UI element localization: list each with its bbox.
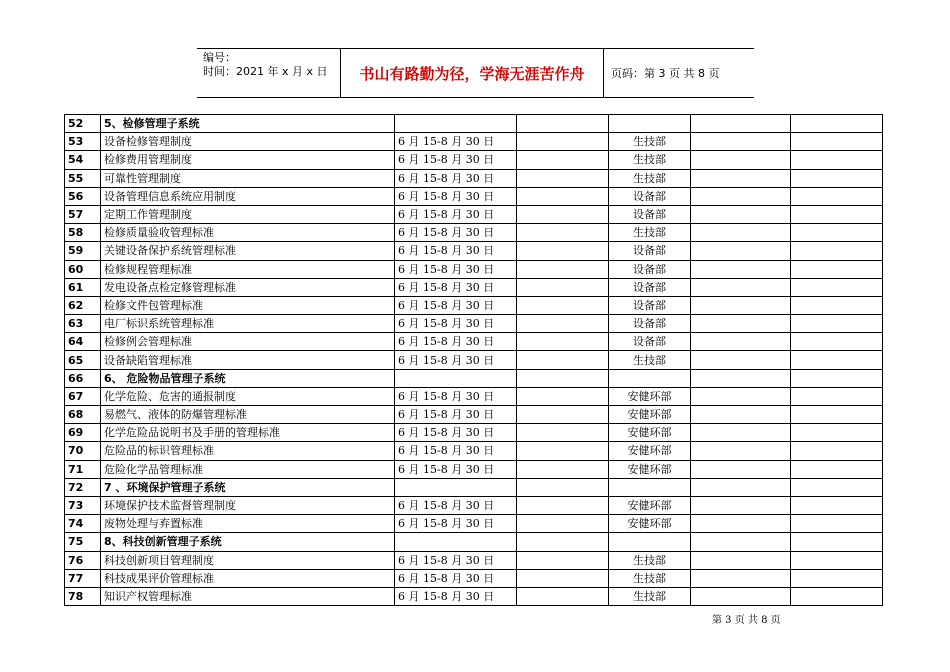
row-empty-cell: [517, 351, 609, 369]
row-empty-cell: [791, 442, 883, 460]
row-empty-cell: [517, 242, 609, 260]
row-period: [395, 533, 517, 551]
header-page-label: 页码：第 3 页 共 8 页: [611, 67, 720, 80]
row-number: 77: [65, 569, 101, 587]
row-name: 知识产权管理标准: [101, 587, 395, 605]
header-info: [197, 49, 340, 97]
row-name: 可靠性管理制度: [101, 169, 395, 187]
row-empty-cell: [691, 515, 791, 533]
row-empty-cell: [517, 387, 609, 405]
row-number: 72: [65, 478, 101, 496]
table-row: [65, 551, 883, 569]
row-number: 75: [65, 533, 101, 551]
row-department: [609, 369, 691, 387]
row-empty-cell: [691, 496, 791, 514]
row-empty-cell: [691, 387, 791, 405]
row-empty-cell: [791, 278, 883, 296]
row-empty-cell: [691, 151, 791, 169]
row-empty-cell: [691, 587, 791, 605]
row-period: 6 月 15-8 月 30 日: [395, 496, 517, 514]
row-name: 检修规程管理标准: [101, 260, 395, 278]
row-period: 6 月 15-8 月 30 日: [395, 187, 517, 205]
table-row: [65, 460, 883, 478]
table-row: [65, 424, 883, 442]
table-row: [65, 533, 883, 551]
row-empty-cell: [691, 424, 791, 442]
row-empty-cell: [517, 460, 609, 478]
table-row: [65, 587, 883, 605]
table-row: [65, 569, 883, 587]
row-empty-cell: [691, 315, 791, 333]
row-empty-cell: [791, 569, 883, 587]
row-empty-cell: [517, 169, 609, 187]
row-name: 环境保护技术监督管理制度: [101, 496, 395, 514]
row-empty-cell: [517, 151, 609, 169]
row-empty-cell: [517, 333, 609, 351]
row-empty-cell: [517, 515, 609, 533]
row-empty-cell: [691, 533, 791, 551]
row-period: 6 月 15-8 月 30 日: [395, 296, 517, 314]
row-number: 62: [65, 296, 101, 314]
row-empty-cell: [791, 187, 883, 205]
row-number: 64: [65, 333, 101, 351]
row-empty-cell: [517, 569, 609, 587]
table-row: [65, 205, 883, 223]
row-number: 70: [65, 442, 101, 460]
row-number: 66: [65, 369, 101, 387]
row-empty-cell: [791, 224, 883, 242]
row-number: 59: [65, 242, 101, 260]
row-period: 6 月 15-8 月 30 日: [395, 151, 517, 169]
row-empty-cell: [791, 551, 883, 569]
row-department: 设备部: [609, 242, 691, 260]
row-period: 6 月 15-8 月 30 日: [395, 169, 517, 187]
row-empty-cell: [791, 133, 883, 151]
row-empty-cell: [691, 187, 791, 205]
row-empty-cell: [691, 351, 791, 369]
row-period: 6 月 15-8 月 30 日: [395, 351, 517, 369]
page-footer: 第 3 页 共 8 页: [712, 615, 781, 626]
row-empty-cell: [517, 478, 609, 496]
row-empty-cell: [517, 278, 609, 296]
row-department: 安健环部: [609, 387, 691, 405]
row-empty-cell: [517, 205, 609, 223]
row-department: 安健环部: [609, 496, 691, 514]
row-number: 74: [65, 515, 101, 533]
row-empty-cell: [791, 333, 883, 351]
row-department: 安健环部: [609, 460, 691, 478]
row-empty-cell: [791, 260, 883, 278]
row-number: 76: [65, 551, 101, 569]
row-period: 6 月 15-8 月 30 日: [395, 333, 517, 351]
row-name: 设备检修管理制度: [101, 133, 395, 151]
time-label: 时间：2021 年 x 月 x 日: [203, 65, 328, 78]
row-empty-cell: [517, 406, 609, 424]
page-header: [197, 48, 754, 98]
table-row: [65, 133, 883, 151]
row-empty-cell: [517, 551, 609, 569]
row-name: 易燃气、液体的防爆管理标准: [101, 406, 395, 424]
row-empty-cell: [691, 333, 791, 351]
row-empty-cell: [517, 115, 609, 133]
table-row: [65, 242, 883, 260]
row-empty-cell: [691, 133, 791, 151]
row-period: 6 月 15-8 月 30 日: [395, 551, 517, 569]
row-empty-cell: [517, 315, 609, 333]
row-department: 生技部: [609, 587, 691, 605]
row-department: 安健环部: [609, 515, 691, 533]
header-motto: 书山有路勤为径，学海无涯苦作舟: [340, 49, 604, 97]
row-empty-cell: [791, 460, 883, 478]
row-department: 设备部: [609, 333, 691, 351]
row-empty-cell: [517, 187, 609, 205]
row-name: 检修费用管理制度: [101, 151, 395, 169]
table-row: [65, 515, 883, 533]
row-department: 生技部: [609, 224, 691, 242]
row-department: 生技部: [609, 151, 691, 169]
row-department: 生技部: [609, 169, 691, 187]
row-department: 设备部: [609, 315, 691, 333]
row-name: 发电设备点检定修管理标准: [101, 278, 395, 296]
row-empty-cell: [791, 424, 883, 442]
row-empty-cell: [791, 115, 883, 133]
row-empty-cell: [691, 115, 791, 133]
row-name: 废物处理与弃置标准: [101, 515, 395, 533]
table-row: [65, 169, 883, 187]
row-empty-cell: [517, 296, 609, 314]
row-empty-cell: [517, 424, 609, 442]
row-department: 安健环部: [609, 424, 691, 442]
row-period: 6 月 15-8 月 30 日: [395, 278, 517, 296]
table-row: [65, 315, 883, 333]
table-row: [65, 278, 883, 296]
table-row: [65, 224, 883, 242]
row-empty-cell: [791, 242, 883, 260]
row-name: 检修例会管理标准: [101, 333, 395, 351]
row-period: 6 月 15-8 月 30 日: [395, 205, 517, 223]
row-department: 安健环部: [609, 442, 691, 460]
row-number: 55: [65, 169, 101, 187]
row-number: 71: [65, 460, 101, 478]
table-row: [65, 496, 883, 514]
row-empty-cell: [691, 406, 791, 424]
row-name: 电厂标识系统管理标准: [101, 315, 395, 333]
row-empty-cell: [791, 169, 883, 187]
row-empty-cell: [691, 205, 791, 223]
row-period: 6 月 15-8 月 30 日: [395, 387, 517, 405]
row-empty-cell: [517, 369, 609, 387]
row-name: 6、 危险物品管理子系统: [101, 369, 395, 387]
row-department: [609, 115, 691, 133]
row-empty-cell: [791, 533, 883, 551]
table-row: [65, 351, 883, 369]
row-name: 危险品的标识管理标准: [101, 442, 395, 460]
row-name: 科技创新项目管理制度: [101, 551, 395, 569]
row-empty-cell: [691, 442, 791, 460]
row-empty-cell: [517, 496, 609, 514]
row-department: 设备部: [609, 260, 691, 278]
row-department: [609, 533, 691, 551]
row-department: 设备部: [609, 205, 691, 223]
row-department: 设备部: [609, 296, 691, 314]
row-period: [395, 478, 517, 496]
row-number: 78: [65, 587, 101, 605]
row-number: 61: [65, 278, 101, 296]
row-empty-cell: [691, 260, 791, 278]
row-number: 53: [65, 133, 101, 151]
row-period: 6 月 15-8 月 30 日: [395, 406, 517, 424]
table-row: [65, 442, 883, 460]
row-empty-cell: [691, 169, 791, 187]
row-empty-cell: [791, 151, 883, 169]
row-name: 关键设备保护系统管理标准: [101, 242, 395, 260]
table-row: [65, 115, 883, 133]
table-row: [65, 151, 883, 169]
row-name: 化学危险品说明书及手册的管理标准: [101, 424, 395, 442]
row-empty-cell: [517, 533, 609, 551]
row-department: 设备部: [609, 278, 691, 296]
row-period: 6 月 15-8 月 30 日: [395, 133, 517, 151]
row-empty-cell: [517, 587, 609, 605]
row-empty-cell: [517, 133, 609, 151]
row-empty-cell: [791, 515, 883, 533]
row-empty-cell: [791, 587, 883, 605]
row-period: 6 月 15-8 月 30 日: [395, 315, 517, 333]
row-empty-cell: [691, 296, 791, 314]
row-period: 6 月 15-8 月 30 日: [395, 460, 517, 478]
row-name: 定期工作管理制度: [101, 205, 395, 223]
row-empty-cell: [691, 242, 791, 260]
row-empty-cell: [691, 460, 791, 478]
row-department: 生技部: [609, 569, 691, 587]
row-number: 68: [65, 406, 101, 424]
table-row: [65, 333, 883, 351]
row-number: 63: [65, 315, 101, 333]
row-period: 6 月 15-8 月 30 日: [395, 569, 517, 587]
row-name: 检修文件包管理标准: [101, 296, 395, 314]
row-empty-cell: [791, 296, 883, 314]
row-period: [395, 115, 517, 133]
row-empty-cell: [691, 369, 791, 387]
number-label: 编号：: [203, 51, 236, 64]
row-number: 52: [65, 115, 101, 133]
row-number: 58: [65, 224, 101, 242]
row-number: 60: [65, 260, 101, 278]
row-empty-cell: [791, 406, 883, 424]
row-number: 57: [65, 205, 101, 223]
row-period: 6 月 15-8 月 30 日: [395, 260, 517, 278]
row-empty-cell: [791, 478, 883, 496]
row-department: [609, 478, 691, 496]
table-row: [65, 406, 883, 424]
row-period: 6 月 15-8 月 30 日: [395, 424, 517, 442]
row-period: 6 月 15-8 月 30 日: [395, 515, 517, 533]
row-empty-cell: [517, 224, 609, 242]
table-row: [65, 260, 883, 278]
row-period: 6 月 15-8 月 30 日: [395, 242, 517, 260]
table-row: [65, 187, 883, 205]
table-row: [65, 369, 883, 387]
row-empty-cell: [791, 315, 883, 333]
row-number: 73: [65, 496, 101, 514]
row-name: 5、检修管理子系统: [101, 115, 395, 133]
row-empty-cell: [691, 278, 791, 296]
table-row: [65, 478, 883, 496]
table-body: [65, 115, 883, 606]
row-name: 设备缺陷管理标准: [101, 351, 395, 369]
row-department: 安健环部: [609, 406, 691, 424]
row-name: 化学危险、危害的通报制度: [101, 387, 395, 405]
row-number: 67: [65, 387, 101, 405]
row-empty-cell: [791, 369, 883, 387]
row-period: [395, 369, 517, 387]
row-period: 6 月 15-8 月 30 日: [395, 587, 517, 605]
row-number: 65: [65, 351, 101, 369]
standards-table: [64, 114, 883, 606]
row-name: 科技成果评价管理标准: [101, 569, 395, 587]
row-department: 生技部: [609, 133, 691, 151]
row-empty-cell: [517, 260, 609, 278]
row-period: 6 月 15-8 月 30 日: [395, 224, 517, 242]
row-empty-cell: [791, 205, 883, 223]
row-number: 54: [65, 151, 101, 169]
row-empty-cell: [691, 569, 791, 587]
row-name: 设备管理信息系统应用制度: [101, 187, 395, 205]
row-department: 生技部: [609, 551, 691, 569]
row-empty-cell: [517, 442, 609, 460]
row-empty-cell: [691, 478, 791, 496]
row-empty-cell: [791, 496, 883, 514]
row-period: 6 月 15-8 月 30 日: [395, 442, 517, 460]
row-empty-cell: [691, 224, 791, 242]
table-row: [65, 387, 883, 405]
row-number: 69: [65, 424, 101, 442]
row-name: 8、科技创新管理子系统: [101, 533, 395, 551]
row-department: 生技部: [609, 351, 691, 369]
row-empty-cell: [791, 387, 883, 405]
row-empty-cell: [691, 551, 791, 569]
row-department: 设备部: [609, 187, 691, 205]
table-row: [65, 296, 883, 314]
row-name: 检修质量验收管理标准: [101, 224, 395, 242]
row-name: 危险化学品管理标准: [101, 460, 395, 478]
row-name: 7 、环境保护管理子系统: [101, 478, 395, 496]
row-empty-cell: [791, 351, 883, 369]
row-number: 56: [65, 187, 101, 205]
